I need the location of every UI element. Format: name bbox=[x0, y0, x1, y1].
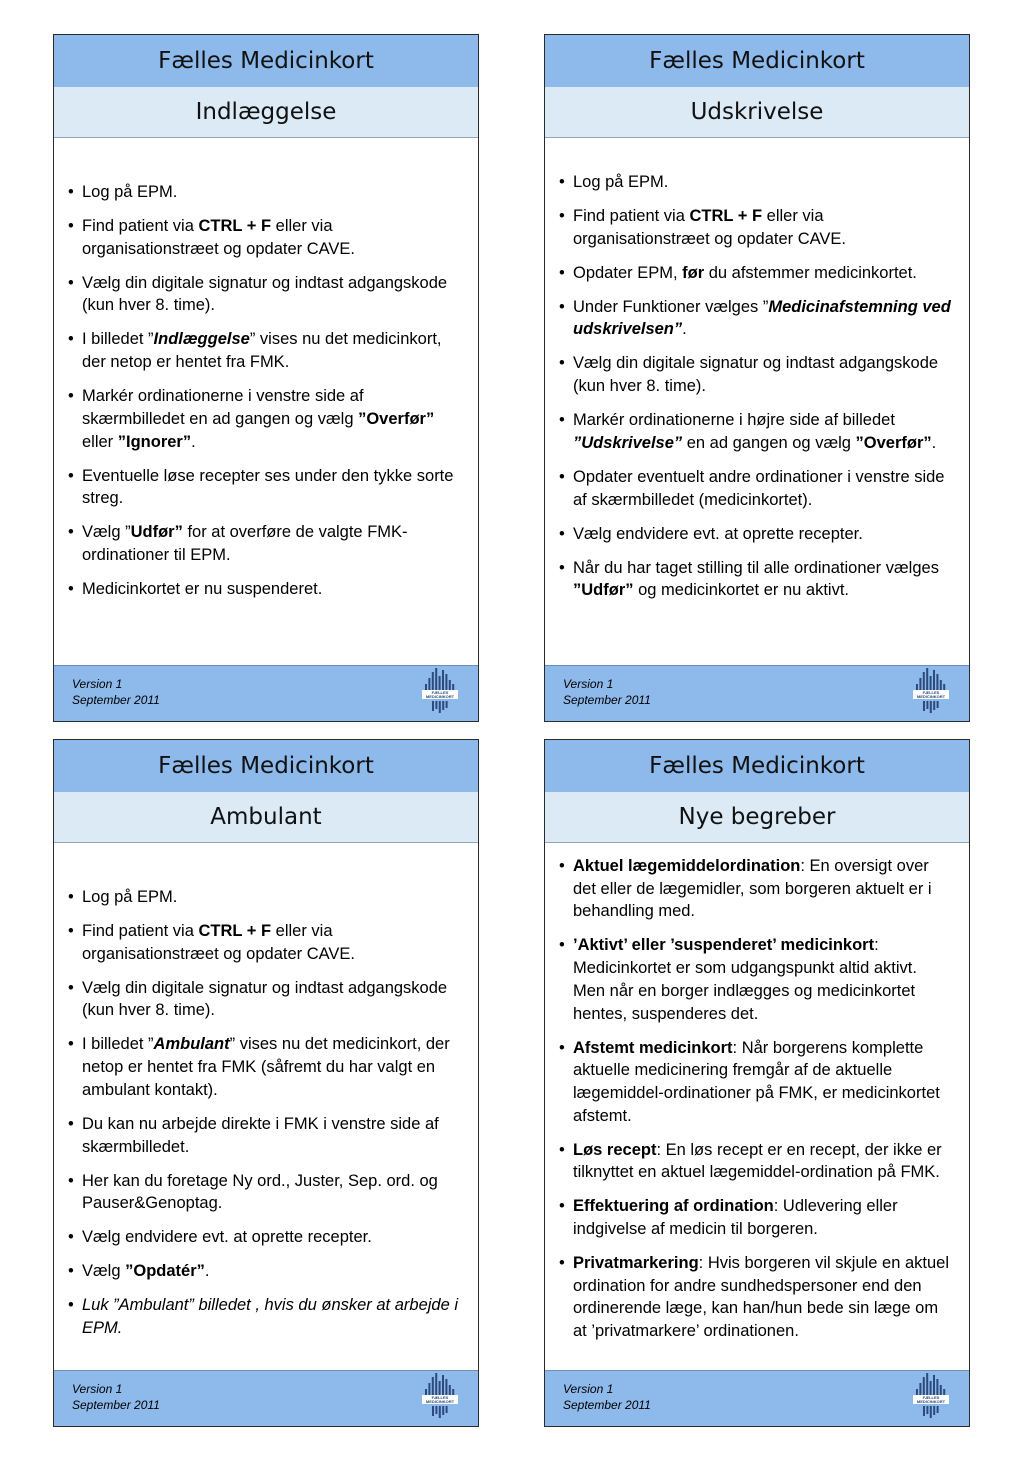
list-item: • Vælg ”Opdatér”. bbox=[66, 1260, 460, 1283]
version-info bbox=[72, 676, 160, 708]
version-info bbox=[563, 676, 651, 708]
svg-text:FÆLLES: FÆLLES bbox=[922, 1395, 940, 1400]
instruction-list bbox=[557, 171, 961, 613]
version-label: Version 1 bbox=[563, 1382, 614, 1396]
instruction-list bbox=[66, 886, 470, 1351]
version-date: September 2011 bbox=[563, 693, 651, 707]
card-title: Fælles Medicinkort bbox=[54, 35, 478, 88]
version-label: Version 1 bbox=[563, 677, 614, 691]
instruction-list bbox=[557, 855, 961, 1354]
list-item: • Løs recept: En løs recept er en recept, der ikke er tilknyttet en aktuel lægemiddel-ordination på FMK. bbox=[557, 1139, 951, 1184]
faelles-medicinkort-logo bbox=[913, 1373, 949, 1425]
list-item: • Markér ordinationerne i venstre side af skærmbilledet en ad gangen og vælg ”Overfør” eller ”Ignorer”. bbox=[66, 385, 460, 453]
list-item: • Afstemt medicinkort: Når borgerens komplette aktuelle medicinering fremgår af de aktuelle lægemiddel-ordinationer på FMK, er medicinkortet afstemt. bbox=[557, 1037, 951, 1128]
list-item: • Find patient via CTRL + F eller via organisationstræet og opdater CAVE. bbox=[66, 215, 460, 260]
faelles-medicinkort-logo bbox=[422, 1373, 458, 1425]
version-info bbox=[72, 1381, 160, 1413]
list-item: • Find patient via CTRL + F eller via organisationstræet og opdater CAVE. bbox=[557, 205, 951, 250]
card-title: Fælles Medicinkort bbox=[545, 35, 969, 88]
card-subtitle: Ambulant bbox=[54, 792, 478, 843]
card-ambulant bbox=[53, 739, 479, 1427]
list-item: • Under Funktioner vælges ”Medicinafstemning ved udskrivelsen”. bbox=[557, 296, 951, 341]
list-item: • Vælg endvidere evt. at oprette recepter. bbox=[66, 1226, 460, 1249]
svg-text:FÆLLES: FÆLLES bbox=[922, 690, 940, 695]
list-item: • Vælg din digitale signatur og indtast adgangskode (kun hver 8. time). bbox=[66, 977, 460, 1022]
list-item: • Effektuering af ordination: Udlevering eller indgivelse af medicin til borgeren. bbox=[557, 1195, 951, 1240]
version-date: September 2011 bbox=[563, 1398, 651, 1412]
list-item: • Opdater eventuelt andre ordinationer i venstre side af skærmbilledet (medicinkortet). bbox=[557, 466, 951, 511]
card-udskrivelse bbox=[544, 34, 970, 722]
list-item: • Eventuelle løse recepter ses under den tykke sorte streg. bbox=[66, 465, 460, 510]
list-item: • Privatmarkering: Hvis borgeren vil skjule en aktuel ordination for andre sundhedspersoner end den ordinerende læge, kan han/hun bede sin læge om at ’privatmarkere’ ordinationen. bbox=[557, 1252, 951, 1343]
card-title: Fælles Medicinkort bbox=[54, 740, 478, 793]
list-item: • Opdater EPM, før du afstemmer medicinkortet. bbox=[557, 262, 951, 285]
list-item: • ’Aktivt’ eller ’suspenderet’ medicinkort: Medicinkortet er som udgangspunkt altid aktivt. Men når en borger indlægges og medicinkortet hentes, suspenderes det. bbox=[557, 934, 951, 1025]
list-item: • Vælg din digitale signatur og indtast adgangskode (kun hver 8. time). bbox=[557, 352, 951, 397]
svg-text:MEDICINKORT: MEDICINKORT bbox=[916, 694, 946, 700]
card-footer bbox=[54, 665, 478, 721]
card-body bbox=[545, 842, 969, 1370]
list-item: • Log på EPM. bbox=[66, 181, 460, 204]
faelles-medicinkort-logo bbox=[422, 668, 458, 720]
list-item: • Markér ordinationerne i højre side af billedet ”Udskrivelse” en ad gangen og vælg ”Overfør”. bbox=[557, 409, 951, 454]
list-item: • Vælg endvidere evt. at oprette recepter. bbox=[557, 523, 951, 546]
card-nye-begreber bbox=[544, 739, 970, 1427]
list-item: • Her kan du foretage Ny ord., Juster, Sep. ord. og Pauser&Genoptag. bbox=[66, 1170, 460, 1215]
list-item: • Medicinkortet er nu suspenderet. bbox=[66, 578, 460, 601]
list-item: • Log på EPM. bbox=[66, 886, 460, 909]
svg-text:FÆLLES: FÆLLES bbox=[431, 1395, 449, 1400]
card-footer bbox=[54, 1370, 478, 1426]
card-subtitle: Udskrivelse bbox=[545, 87, 969, 138]
card-body bbox=[54, 137, 478, 665]
list-item: • I billedet ”Indlæggelse” vises nu det medicinkort, der netop er hentet fra FMK. bbox=[66, 328, 460, 373]
svg-text:MEDICINKORT: MEDICINKORT bbox=[916, 1399, 946, 1405]
svg-text:FÆLLES: FÆLLES bbox=[431, 690, 449, 695]
list-item: • Log på EPM. bbox=[557, 171, 951, 194]
svg-text:MEDICINKORT: MEDICINKORT bbox=[425, 694, 455, 700]
list-item: • Vælg ”Udfør” for at overføre de valgte FMK-ordinationer til EPM. bbox=[66, 521, 460, 566]
card-footer bbox=[545, 1370, 969, 1426]
list-item: • Vælg din digitale signatur og indtast adgangskode (kun hver 8. time). bbox=[66, 272, 460, 317]
card-body bbox=[545, 137, 969, 665]
card-title: Fælles Medicinkort bbox=[545, 740, 969, 793]
card-subtitle: Indlæggelse bbox=[54, 87, 478, 138]
faelles-medicinkort-logo bbox=[913, 668, 949, 720]
version-info bbox=[563, 1381, 651, 1413]
version-date: September 2011 bbox=[72, 1398, 160, 1412]
list-item: • Aktuel lægemiddelordination: En oversigt over det eller de lægemidler, som borgeren aktuelt er i behandling med. bbox=[557, 855, 951, 923]
list-item: • I billedet ”Ambulant” vises nu det medicinkort, der netop er hentet fra FMK (såfremt du har valgt en ambulant kontakt). bbox=[66, 1033, 460, 1101]
version-label: Version 1 bbox=[72, 677, 123, 691]
instruction-list bbox=[66, 181, 470, 612]
card-indlaeggelse bbox=[53, 34, 479, 722]
version-label: Version 1 bbox=[72, 1382, 123, 1396]
list-item: • Find patient via CTRL + F eller via organisationstræet og opdater CAVE. bbox=[66, 920, 460, 965]
svg-text:MEDICINKORT: MEDICINKORT bbox=[425, 1399, 455, 1405]
list-item: • Du kan nu arbejde direkte i FMK i venstre side af skærmbilledet. bbox=[66, 1113, 460, 1158]
card-body bbox=[54, 842, 478, 1370]
list-item: • Luk ”Ambulant” billedet , hvis du ønsker at arbejde i EPM. bbox=[66, 1294, 460, 1339]
list-item: • Når du har taget stilling til alle ordinationer vælges ”Udfør” og medicinkortet er nu aktivt. bbox=[557, 557, 951, 602]
version-date: September 2011 bbox=[72, 693, 160, 707]
card-subtitle: Nye begreber bbox=[545, 792, 969, 843]
card-footer bbox=[545, 665, 969, 721]
